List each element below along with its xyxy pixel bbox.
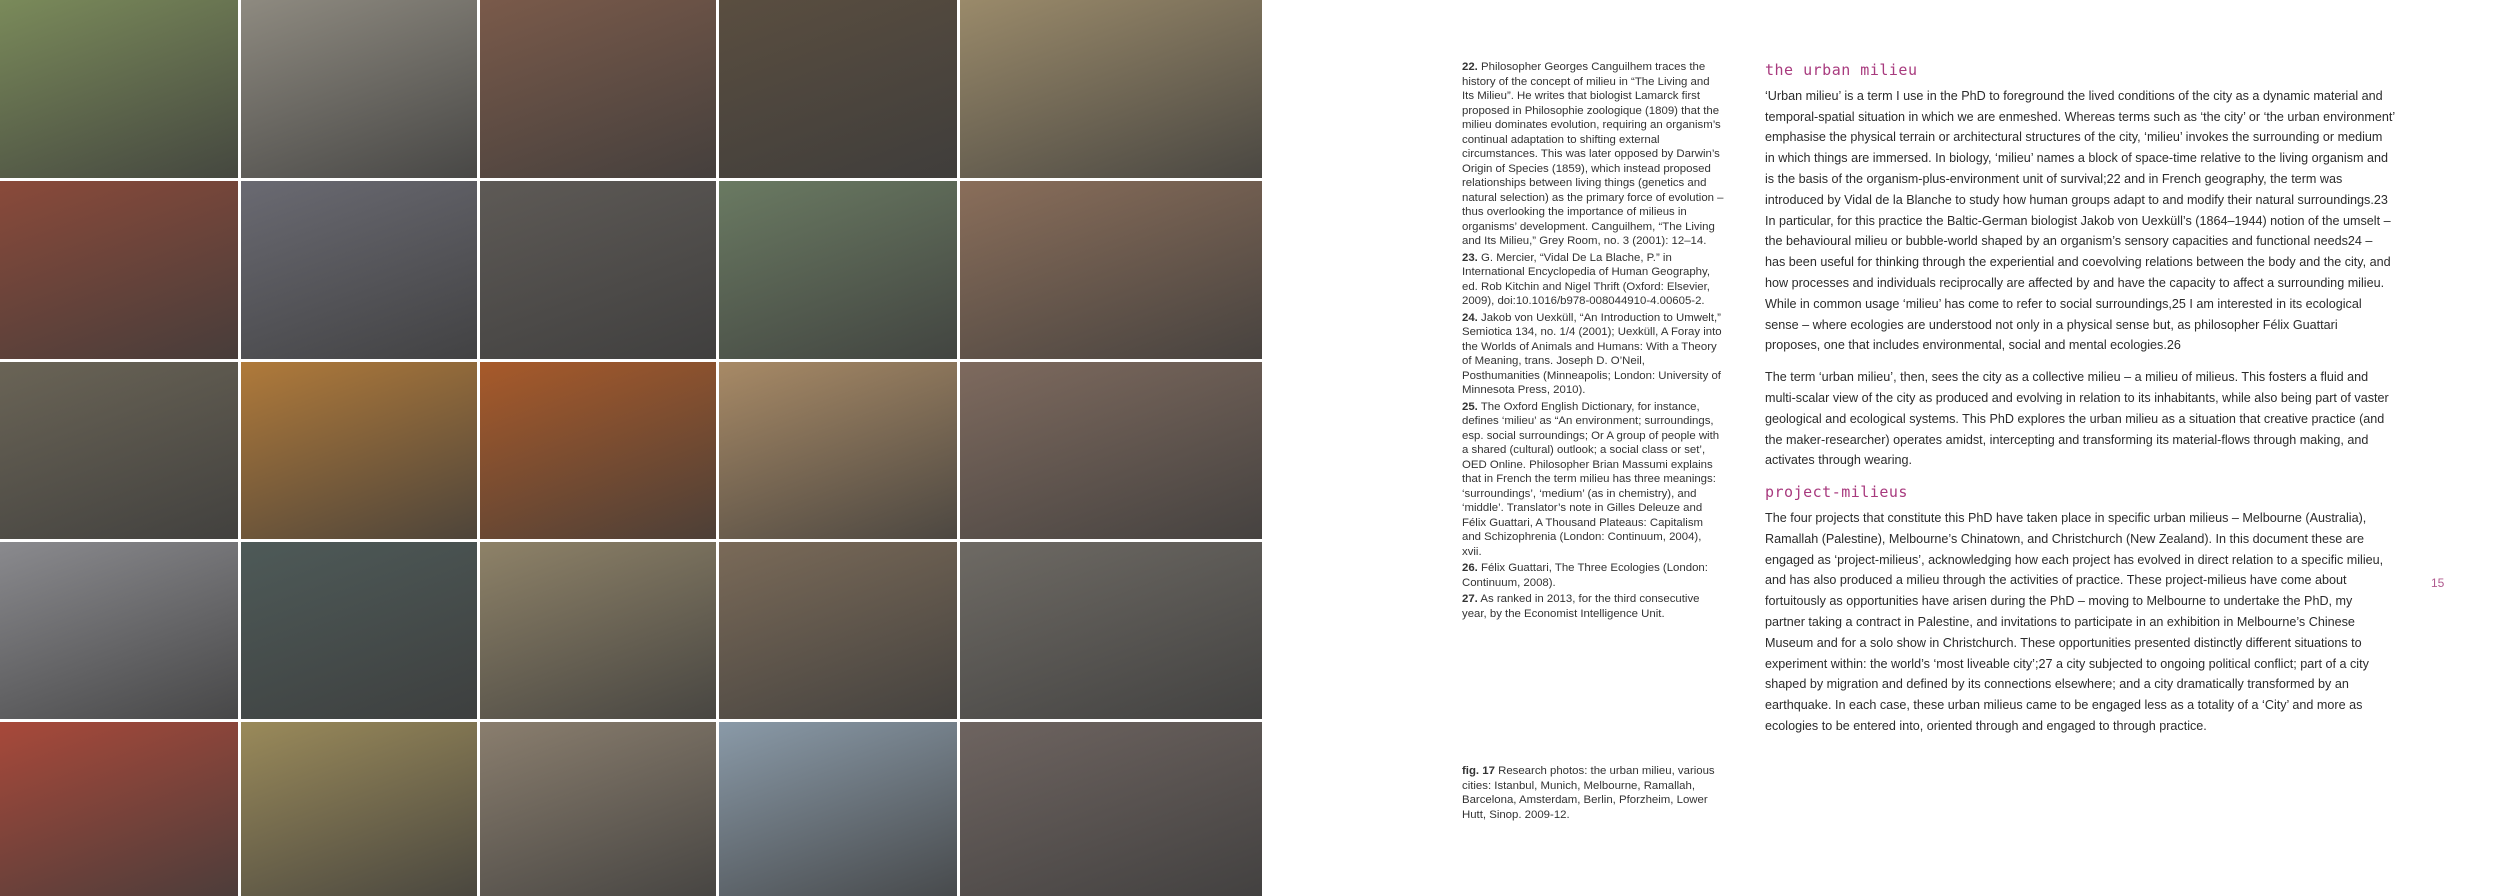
research-photo [0,722,238,896]
research-photo [241,362,477,539]
research-photo [0,181,238,359]
research-photo [719,362,957,539]
research-photo [719,181,957,359]
research-photo [960,722,1262,896]
footnotes-column [1462,60,1724,623]
section-heading-urban-milieu: the urban milieu [1765,61,1918,79]
research-photo [960,362,1262,539]
research-photo [241,181,477,359]
research-photo [480,542,716,719]
research-photo [241,0,477,178]
research-photo [480,181,716,359]
footnote-22: 22. Philosopher Georges Canguilhem traces the history of the concept of milieu in “The Living and Its Milieu”. He writes that biologist Lamarck first proposed in Philosophie zoologique (1809) that the milieu dominates evolution, requiring an organism’s continual adaptation to shifting external circumstances. This was later opposed by Darwin’s Origin of Species (1859), which instead proposed relationships between living things (genetics and natural selection) as the primary force of evolution – thus overlooking the importance of milieus in organisms’ development. Canguilhem, “The Living and Its Milieu,” Grey Room, no. 3 (2001): 12–14. [1462,61,1724,247]
photo-grid [0,0,1250,884]
paragraph: ‘Urban milieu’ is a term I use in the PhD to foreground the lived conditions of the city as a dynamic material and temporal-spatial situation in which we are enmeshed. Whereas terms such as ‘the city’ or ‘the urban environment’ emphasise the physical terrain or architectural structures of the city, ‘milieu’ invokes the surrounding or medium in which things are immersed. In biology, ‘milieu’ names a block of space-time relative to the living organism and is the basis of the organism-plus-environment unit of survival;22 and in French geography, the term was introduced by Vidal de la Blanche to study how human groups adapt to and modify their natural surroundings.23 In particular, for this practice the Baltic-German biologist Jakob von Uexküll’s (1864–1944) notion of the umselt – the behavioural milieu or bubble-world shaped by an organism’s sensory capacities and functional needs24 – has been useful for thinking through the experiential and coevolving relations between the body and the city, and how processes and individuals reciprocally are affected by and have the capacity to affect a surrounding milieu. While in common usage ‘milieu’ has come to refer to social surroundings,25 I am interested in its ecological sense – where ecologies are understood not only in a physical sense but, as philosopher Félix Guattari proposes, one that includes environmental, social and mental ecologies.26 [1765,88,2395,353]
paragraph: The four projects that constitute this PhD have taken place in specific urban milieus – Melbourne (Australia), Ramallah (Palestine), Melbourne’s Chinatown, and Christchurch (New Zealand). In this document these are engaged as ‘project-milieus’, acknowledging how each project has evolved in direct relation to a specific milieu, and has also produced a milieu through the activities of practice. These project-milieus have come about fortuitously as opportunities have arisen during the PhD – moving to Melbourne to undertake the PhD, my partner taking a contract in Palestine, and invitations to participate in an exhibition in Melbourne’s Chinese Museum and for a solo show in Christchurch. These opportunities presented distinctly different situations to experiment within: the world’s ‘most liveable city’;27 a city subjected to ongoing political conflict; part of a city shaped by migration and defined by its connections elsewhere; and a city dramatically transformed by an earthquake. In each case, these urban milieus came to be engaged less as a totality of a ‘City’ and more as ecologies to be entered into, oriented through and engaged to through practice. [1765,510,2384,733]
paragraph: The term ‘urban milieu’, then, sees the city as a collective milieu – a milieu of milieus. This fosters a fluid and multi-scalar view of the city as produced and evolving in relation to its inhabitants, while also being part of vaster geological and ecological systems. This PhD explores the urban milieu as a situation that creative practice (and the maker-researcher) operates amidst, intercepting and transforming its material-flows through making, and activates through wearing. [1765,370,2389,468]
footnote-26: 26. Félix Guattari, The Three Ecologies (London: Continuum, 2008). [1462,562,1708,589]
research-photo [960,0,1262,178]
footnote-27: 27. As ranked in 2013, for the third consecutive year, by the Economist Intelligence Unit. [1462,593,1700,620]
section-heading-project-milieus: project-milieus [1765,483,1908,502]
research-photo [719,0,957,178]
research-photo [960,181,1262,359]
research-photo [0,362,238,539]
research-photo [719,542,957,719]
figure-caption: fig. 17 Research photos: the urban milieu, various cities: Istanbul, Munich, Melbourne, Ramallah, Barcelona, Amsterdam, Berlin, Pforzheim, Lower Hutt, Sinop. 2009-12. [1462,765,1715,821]
research-photo [0,0,238,178]
research-photo [719,722,957,896]
research-photo [0,542,238,719]
main-text [1765,60,2395,748]
research-photo [241,542,477,719]
research-photo [960,542,1262,719]
research-photo [480,722,716,896]
research-photo [480,362,716,539]
footnote-23: 23. G. Mercier, “Vidal De La Blache, P.” in International Encyclopedia of Human Geography, ed. Rob Kitchin and Nigel Thrift (Oxford: Elsevier, 2009), doi:10.1016/b978-008044910-4.00605-2. [1462,251,1711,307]
research-photo [241,722,477,896]
footnote-24: 24. Jakob von Uexküll, “An Introduction to Umwelt,” Semiotica 134, no. 1/4 (2001); Uexküll, A Foray into the Worlds of Animals and Humans: With a Theory of Meaning, trans. Joseph D. O’Neil, Posthumanities (Minneapolis; London: University of Minnesota Press, 2010). [1462,311,1722,396]
footnote-25: 25. The Oxford English Dictionary, for instance, defines ‘milieu’ as “An environment; surroundings, esp. social surroundings; Or A group of people with a shared (cultural) outlook; a social class or set’, OED Online. Philosopher Brian Massumi explains that in French the term milieu has three meanings: ‘surroundings’, ‘medium’ (as in chemistry), and ‘middle’. Translator’s note in Gilles Deleuze and Félix Guattari, A Thousand Plateaus: Capitalism and Schizophrenia (London: Continuum, 2004), xvii. [1462,400,1720,558]
page-number: 15 [2431,576,2445,590]
research-photo [480,0,716,178]
